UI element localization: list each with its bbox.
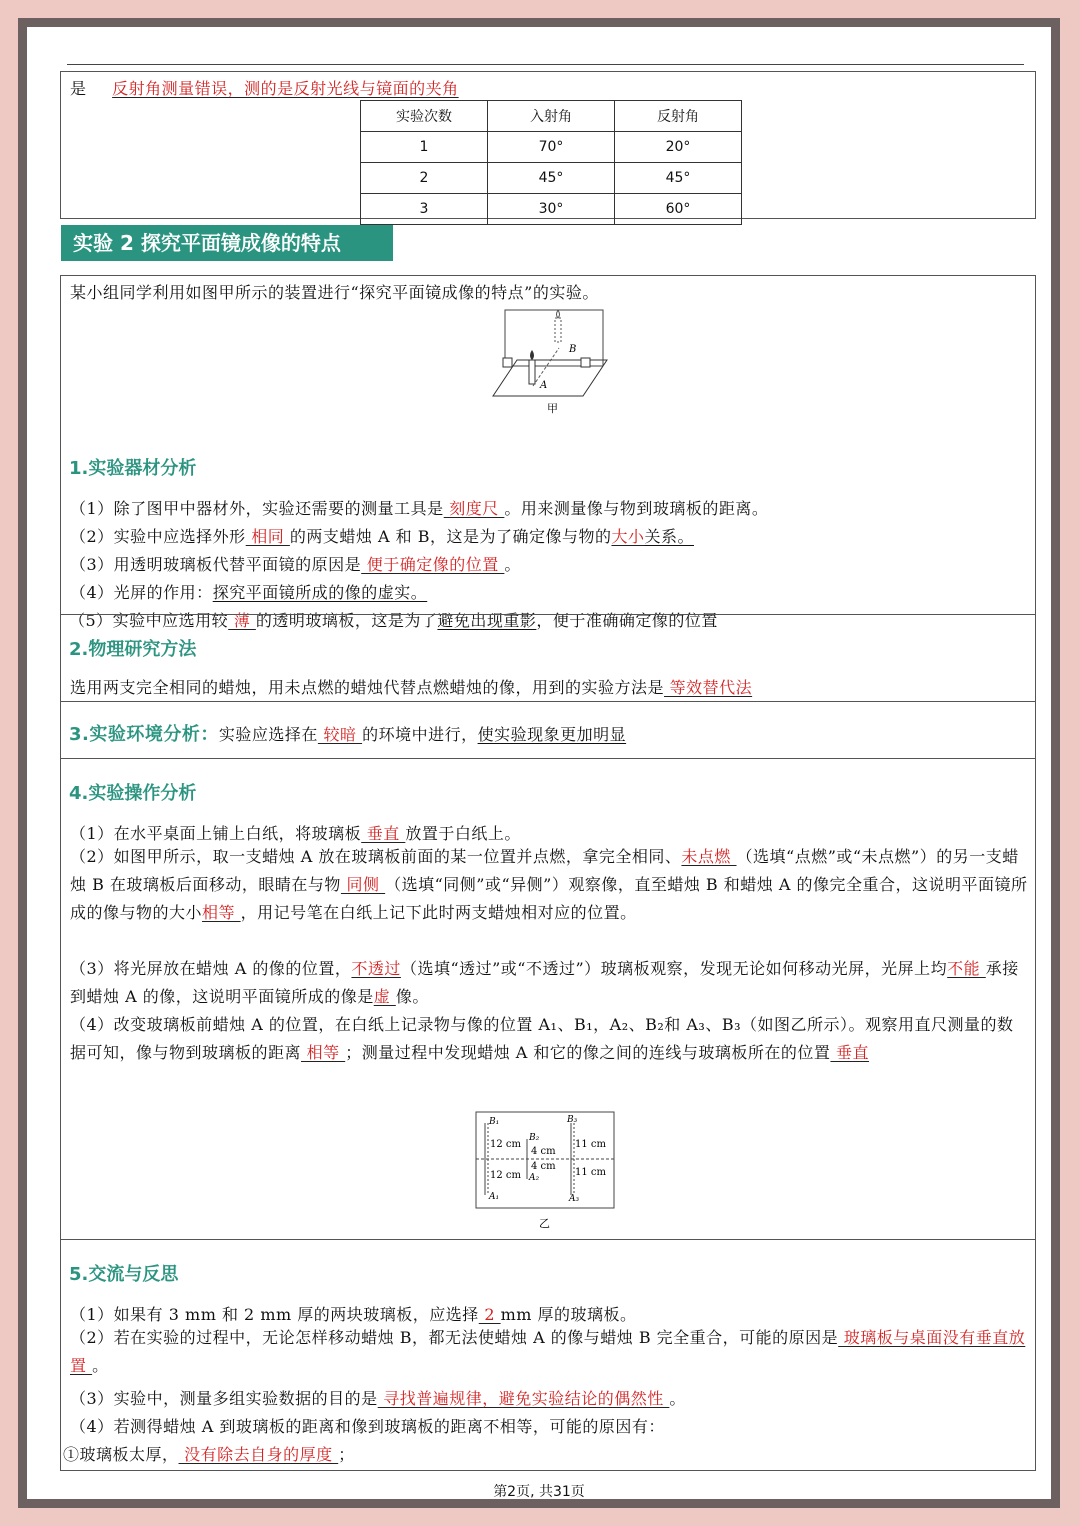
caption-yi: 乙: [539, 1217, 550, 1230]
s4-p2: （2）如图甲所示，取一支蜡烛 A 放在玻璃板前面的某一位置并点燃，拿完全相同、未点燃 （选填“点燃”或“未点燃”）的另一支蜡烛 B 在玻璃板后面移动，眼睛在与物 同侧 （选填“同侧”或“异侧”）观察像，直至蜡烛 B 和蜡烛 A 的像完全重合，这说明平面镜所成的像与物的大小相等 ，用记号笔在白纸上记下此时两支蜡烛相对应的位置。: [70, 847, 1028, 922]
data-table: [360, 100, 742, 225]
table-row: 3 30° 60°: [361, 194, 742, 225]
support-left: [503, 358, 512, 367]
fig2-label-11cm-top: 11 cm: [575, 1139, 606, 1150]
fig2-label-4cm-bottom: 4 cm: [531, 1161, 556, 1172]
s1-line2: （2）实验中应选择外形 相同 的两支蜡烛 A 和 B，这是为了确定像与物的大小关系。: [70, 527, 694, 546]
candle-b: [555, 318, 561, 342]
s5-line2: （2）若在实验的过程中，无论怎样移动蜡烛 B，都无法使蜡烛 A 的像与蜡烛 B 完全重合，可能的原因是 玻璃板与桌面没有垂直放置 。: [70, 1328, 1026, 1375]
document-page: [18, 18, 1060, 1508]
fig2-label-11cm-bottom: 11 cm: [575, 1167, 606, 1178]
fig2-label-b3: B₃: [567, 1115, 578, 1125]
label-b: B: [569, 344, 577, 355]
fig2-label-b2: B₂: [529, 1133, 540, 1143]
table-row: 2 45° 45°: [361, 163, 742, 194]
section3-box: [60, 701, 1036, 759]
s1-line3: （3）用透明玻璃板代替平面镜的原因是 便于确定像的位置 。: [70, 555, 521, 574]
s3-line: 3.实验环境分析：实验应选择在 较暗 的环境中进行，使实验现象更加明显: [69, 724, 627, 745]
fig2-label-a2: A₂: [529, 1173, 540, 1183]
fig2-label-b1: B₁: [489, 1117, 500, 1127]
section4-title: 4.实验操作分析: [69, 783, 197, 804]
candle-a: [529, 360, 535, 384]
section3-title: 3.实验环境分析：: [69, 724, 219, 745]
figure-jia: [489, 308, 617, 416]
intro-box: [60, 275, 1036, 615]
s4-p4: （4）改变玻璃板前蜡烛 A 的位置，在白纸上记录物与像的位置 A₁、B₁，A₂、B₂和 A₃、B₃（如图乙所示）。观察用直尺测量的数据可知，像与物到玻璃板的距离 相等 ；测量过程中发现蜡烛 A 和它的像之间的连线与玻璃板所在的位置 垂直: [70, 1015, 1014, 1062]
s1-line5: （5）实验中应选用较 薄 的透明玻璃板，这是为了避免出现重影，便于准确确定像的位置: [69, 611, 718, 630]
answer-reflection: 反射角测量错误，测的是反射光线与镜面的夹角: [112, 79, 459, 98]
fig2-label-12cm-bottom: 12 cm: [490, 1170, 521, 1181]
s1-line1: （1）除了图甲中器材外，实验还需要的测量工具是 刻度尺 。用来测量像与物到玻璃板的距离。: [70, 499, 769, 518]
s2-line: 选用两支完全相同的蜡烛，用未点燃的蜡烛代替点燃蜡烛的像，用到的实验方法是 等效替代法: [70, 678, 753, 697]
label-a: A: [540, 380, 548, 391]
section4-box: [60, 758, 1036, 1240]
candle-b-flame: [557, 310, 560, 318]
fig2-label-4cm-top: 4 cm: [531, 1146, 556, 1157]
section5-title: 5.交流与反思: [69, 1264, 179, 1285]
support-right: [581, 358, 590, 367]
section-banner: 实验 2 探究平面镜成像的特点: [61, 225, 393, 261]
table-header: 实验次数: [361, 101, 488, 132]
section1-title: 1.实验器材分析: [69, 458, 197, 479]
intro-text: 某小组同学利用如图甲所示的装置进行“探究平面镜成像的特点”的实验。: [70, 283, 599, 302]
header-rule: [67, 64, 1024, 65]
s5-line3: （3）实验中，测量多组实验数据的目的是 寻找普遍规律，避免实验结论的偶然性 。: [70, 1389, 686, 1408]
s5-line4: （4）若测得蜡烛 A 到玻璃板的距离和像到玻璃板的距离不相等，可能的原因有：: [70, 1417, 665, 1436]
candle-a-flame: [530, 350, 534, 360]
fig2-label-a1: A₁: [489, 1192, 500, 1202]
table-header: 入射角: [488, 101, 615, 132]
table-header-row: [361, 101, 742, 132]
s4-p3: （3）将光屏放在蜡烛 A 的像的位置，不透过（选填“透过”或“不透过”）玻璃板观察，发现无论如何移动光屏，光屏上均不能 承接到蜡烛 A 的像，这说明平面镜所成的像是虚 像。: [70, 959, 1019, 1006]
s1-line4: （4）光屏的作用：探究平面镜所成的像的虚实。: [70, 583, 428, 602]
fig2-label-12cm-top: 12 cm: [490, 1139, 521, 1150]
s5-line5: ①玻璃板太厚， 没有除去自身的厚度 ；: [63, 1445, 355, 1464]
s4-p1: （1）在水平桌面上铺上白纸，将玻璃板 垂直 放置于白纸上。: [70, 824, 521, 843]
section2-box: [60, 614, 1036, 702]
caption-jia: 甲: [547, 402, 558, 415]
section5-box: [60, 1239, 1036, 1471]
figure-yi: [475, 1111, 617, 1237]
page-footer: 第2页, 共31页: [493, 1484, 585, 1500]
section2-title: 2.物理研究方法: [69, 639, 197, 660]
table-row: 1 70° 20°: [361, 132, 742, 163]
answer-line: 是 反射角测量错误，测的是反射光线与镜面的夹角: [70, 76, 479, 99]
fig2-label-a3: A₃: [569, 1194, 580, 1204]
s5-line1: （1）如果有 3 mm 和 2 mm 厚的两块玻璃板，应选择 2 mm 厚的玻璃板。: [70, 1305, 637, 1324]
table-header: 反射角: [615, 101, 742, 132]
